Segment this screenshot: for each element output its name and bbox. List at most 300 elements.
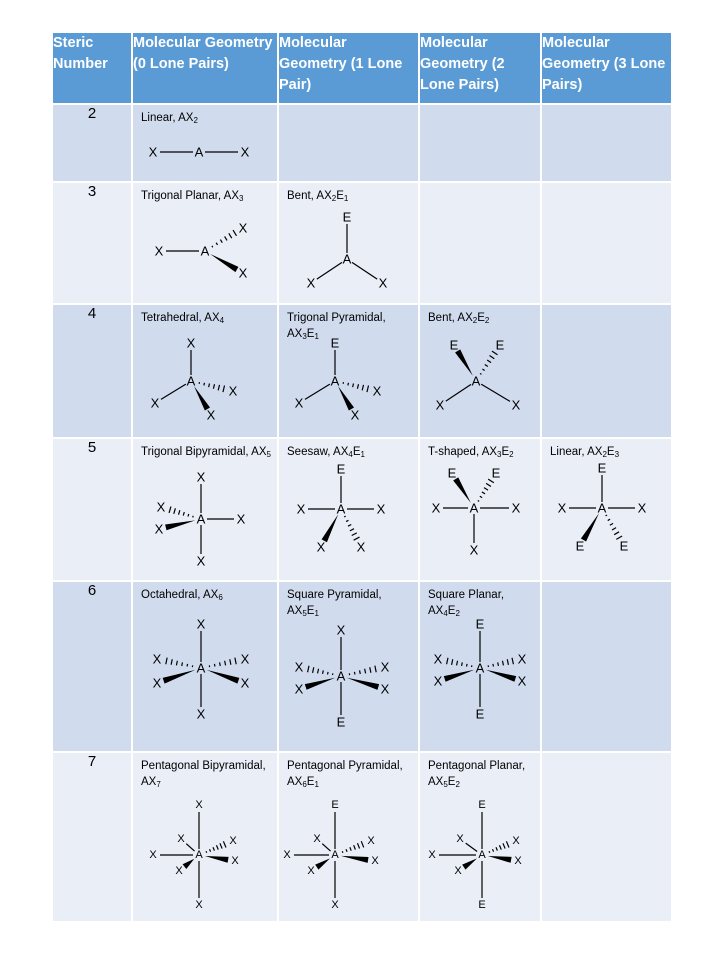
ligand-x: X xyxy=(196,469,206,485)
hashed-bond-segment xyxy=(229,233,232,238)
ligand-x: X xyxy=(331,898,339,911)
hashed-bond-segment xyxy=(512,658,513,665)
wedge-bond xyxy=(444,670,474,682)
geometry-cell-content xyxy=(133,753,277,921)
ligand-x: X xyxy=(240,651,250,667)
hashed-bond-segment xyxy=(503,843,505,848)
molecule xyxy=(295,623,390,730)
ligand-x: X xyxy=(229,834,237,847)
formula-part: E xyxy=(447,775,456,788)
geometry-name: Square Pyramidal, AX xyxy=(287,589,382,618)
header-row xyxy=(52,32,672,104)
formula-subscript: 3 xyxy=(614,449,620,459)
geometry-cell xyxy=(132,438,278,581)
hashed-bond-segment xyxy=(218,385,219,391)
table-row xyxy=(52,581,672,751)
wedge-bond xyxy=(455,350,473,376)
geometry-name: Linear, AX xyxy=(141,112,194,124)
geometry-name: Octahedral, AX xyxy=(141,589,219,602)
molecule xyxy=(155,221,248,281)
bond xyxy=(466,843,477,851)
steric-number-cell: 4 xyxy=(52,304,132,437)
empty-cell xyxy=(541,304,672,437)
geometry-label xyxy=(428,444,536,460)
central-atom-a: A xyxy=(336,501,346,517)
lone-pair-e: E xyxy=(475,616,485,632)
formula-part: E xyxy=(352,445,361,458)
ligand-x: X xyxy=(371,854,379,867)
ligand-x: X xyxy=(350,407,360,423)
hashed-bond-segment xyxy=(188,514,189,517)
empty-cell xyxy=(541,182,672,304)
lone-pair-e: E xyxy=(619,538,629,554)
lone-pair-e: E xyxy=(597,460,607,476)
hashed-bond-segment xyxy=(352,533,357,536)
wedge-bond xyxy=(581,513,599,541)
ligand-x: X xyxy=(236,511,246,527)
formula-subscript: 6 xyxy=(218,593,223,603)
bond xyxy=(322,843,330,850)
geometry-cell-content xyxy=(420,305,540,436)
geometry-name: Seesaw, AX xyxy=(287,445,349,458)
ligand-x: X xyxy=(196,616,206,632)
wedge-bond xyxy=(183,858,195,868)
molecule-diagram xyxy=(285,207,405,297)
hashed-bond-segment xyxy=(214,664,215,667)
geometry-cell xyxy=(278,752,419,922)
header-geometry-0-lone-pairs: Molecular Geometry (0 Lone Pairs) xyxy=(132,32,278,104)
empty-cell xyxy=(419,104,541,182)
ligand-x: X xyxy=(296,501,306,517)
hashed-bond-segment xyxy=(370,667,371,673)
geometry-name: T-shaped, AX xyxy=(428,445,498,458)
formula-subscript: 2 xyxy=(509,449,514,459)
steric-number-cell: 6 xyxy=(52,581,132,751)
hashed-bond-segment xyxy=(225,661,226,666)
molecule-diagram xyxy=(139,213,259,293)
wedge-bond xyxy=(210,254,238,272)
geometry-cell-content xyxy=(133,582,277,750)
formula-subscript: 4 xyxy=(219,316,225,326)
geometry-label xyxy=(428,310,536,326)
molecule xyxy=(307,210,388,291)
hashed-bond-segment xyxy=(166,658,167,665)
lone-pair-e: E xyxy=(330,335,340,351)
lone-pair-e: E xyxy=(575,538,585,554)
ligand-x: X xyxy=(240,144,250,160)
molecule-diagram xyxy=(426,331,536,431)
geometry-name: Trigonal Bipyramidal, AX xyxy=(141,445,267,458)
geometry-cell-content xyxy=(420,582,540,750)
geometry-cell xyxy=(132,752,278,922)
hashed-bond-segment xyxy=(493,849,494,851)
ligand-x: X xyxy=(514,854,522,867)
formula-subscript: 2 xyxy=(331,194,337,204)
ligand-x: X xyxy=(336,622,346,638)
formula-subscript: 6 xyxy=(302,779,307,789)
central-atom-a: A xyxy=(342,251,352,267)
geometry-cell-content xyxy=(420,753,540,921)
molecule xyxy=(149,145,250,160)
ligand-x: X xyxy=(380,659,390,675)
lone-pair-e: E xyxy=(336,714,346,730)
ligand-x: X xyxy=(156,499,166,515)
hashed-bond-segment xyxy=(308,666,309,673)
wedge-bond xyxy=(205,856,229,863)
table-row xyxy=(52,304,672,437)
hashed-bond-segment xyxy=(212,246,213,247)
hashed-bond-segment xyxy=(209,384,210,388)
hashed-bond-segment xyxy=(365,669,366,674)
wedge-bond xyxy=(462,858,477,869)
header-geometry-2-lone-pairs: Molecular Geometry (2 Lone Pairs) xyxy=(419,32,541,104)
geometry-label xyxy=(287,587,414,619)
hashed-bond-segment xyxy=(348,383,349,386)
ligand-x: X xyxy=(637,500,647,516)
formula-subscript: 5 xyxy=(443,779,448,789)
molecule xyxy=(558,460,647,553)
ligand-x: X xyxy=(431,500,441,516)
molecule xyxy=(432,465,521,557)
molecule-diagram xyxy=(285,459,405,569)
hashed-bond-segment xyxy=(487,360,491,363)
geometry-name: Trigonal Planar, AX xyxy=(141,190,240,203)
table-row xyxy=(52,104,672,182)
geometry-label xyxy=(428,587,536,619)
hashed-bond-segment xyxy=(350,847,351,850)
ligand-x: X xyxy=(238,220,248,236)
geometry-name: Trigonal Pyramidal, AX xyxy=(287,312,386,341)
ligand-x: X xyxy=(316,539,326,555)
formula-part: E xyxy=(336,190,344,203)
ligand-x: X xyxy=(378,275,388,291)
geometry-label xyxy=(141,110,273,126)
hashed-bond-segment xyxy=(467,664,468,667)
hashed-bond-segment xyxy=(318,669,319,674)
central-atom-a: A xyxy=(330,373,340,389)
hashed-bond-segment xyxy=(361,841,363,847)
ligand-x: X xyxy=(196,706,206,722)
molecule-diagram xyxy=(426,618,546,748)
header-steric-number: Steric Number xyxy=(52,32,132,104)
ligand-x: X xyxy=(511,500,521,516)
table-row xyxy=(52,182,672,304)
hashed-bond-segment xyxy=(204,383,205,386)
hashed-bond-segment xyxy=(216,845,218,849)
ligand-x: X xyxy=(356,539,366,555)
central-atom-a: A xyxy=(195,848,203,861)
ligand-x: X xyxy=(367,834,375,847)
geometry-cell-content xyxy=(542,439,671,580)
geometry-cell xyxy=(541,438,672,581)
table-row xyxy=(52,438,672,581)
formula-subscript: 2 xyxy=(484,316,490,326)
hashed-bond-segment xyxy=(182,662,183,666)
ligand-x: X xyxy=(294,681,304,697)
lone-pair-e: E xyxy=(336,461,346,477)
hashed-bond-segment xyxy=(362,385,363,391)
ligand-x: X xyxy=(456,832,464,845)
hashed-bond-segment xyxy=(608,519,610,520)
steric-number-cell: 3 xyxy=(52,182,132,304)
hashed-bond-segment xyxy=(452,659,453,665)
hashed-bond-segment xyxy=(225,237,227,241)
ligand-x: X xyxy=(557,500,567,516)
wedge-bond xyxy=(322,514,339,542)
wedge-bond xyxy=(315,858,330,869)
lone-pair-e: E xyxy=(449,337,459,353)
ligand-x: X xyxy=(175,864,183,877)
wedge-bond xyxy=(486,670,516,682)
central-atom-a: A xyxy=(194,144,204,160)
molecule-diagram xyxy=(139,127,259,177)
ligand-x: X xyxy=(150,395,160,411)
hashed-bond-segment xyxy=(367,386,369,393)
central-atom-a: A xyxy=(200,243,210,259)
formula-subscript: 1 xyxy=(360,449,365,459)
hashed-bond-segment xyxy=(223,841,226,847)
ligand-x: X xyxy=(306,275,316,291)
molecule xyxy=(151,336,238,423)
hashed-bond-segment xyxy=(220,240,222,243)
ligand-x: X xyxy=(206,407,216,423)
empty-cell xyxy=(541,581,672,751)
hashed-bond-segment xyxy=(482,369,484,370)
header-geometry-1-lone-pair: Molecular Geometry (1 Lone Pair) xyxy=(278,32,419,104)
formula-part: E xyxy=(306,605,315,618)
ligand-x: X xyxy=(152,651,162,667)
central-atom-a: A xyxy=(186,373,196,389)
molecule-diagram xyxy=(426,459,536,569)
lone-pair-e: E xyxy=(491,465,501,481)
geometry-cell xyxy=(278,182,419,304)
molecule-diagram xyxy=(139,795,269,915)
hashed-bond-segment xyxy=(357,385,358,390)
geometry-cell xyxy=(132,581,278,751)
hashed-bond-segment xyxy=(480,496,482,497)
empty-cell xyxy=(278,104,419,182)
geometry-cell-content xyxy=(279,753,418,921)
geometry-label xyxy=(428,758,536,790)
central-atom-a: A xyxy=(597,500,607,516)
lone-pair-e: E xyxy=(331,798,339,811)
hashed-bond-segment xyxy=(220,843,222,848)
hashed-bond-segment xyxy=(357,843,359,848)
geometry-cell xyxy=(419,438,541,581)
ligand-x: X xyxy=(149,848,157,861)
hashed-bond-segment xyxy=(328,672,329,675)
ligand-x: X xyxy=(454,864,462,877)
ligand-x: X xyxy=(154,521,164,537)
hashed-bond-segment xyxy=(187,664,188,667)
hashed-bond-segment xyxy=(346,520,348,521)
formula-subscript: 2 xyxy=(472,316,478,326)
formula-part: E xyxy=(501,445,510,458)
molecule xyxy=(153,617,250,722)
hashed-bond-segment xyxy=(179,510,180,515)
hashed-bond-segment xyxy=(171,659,172,665)
formula-subscript: 2 xyxy=(602,449,607,459)
bond xyxy=(317,263,342,280)
geometry-cell-content xyxy=(133,439,277,580)
ligand-x: X xyxy=(376,501,386,517)
steric-number-cell: 2 xyxy=(52,104,132,182)
geometry-label xyxy=(141,758,273,790)
geometry-cell-content xyxy=(133,305,277,436)
ligand-x: X xyxy=(195,798,203,811)
bond xyxy=(446,385,471,402)
wedge-bond xyxy=(305,678,335,690)
central-atom-a: A xyxy=(336,668,346,684)
central-atom-a: A xyxy=(331,848,339,861)
formula-subscript: 3 xyxy=(497,449,502,459)
ligand-x: X xyxy=(186,335,196,351)
formula-part: E xyxy=(306,328,315,341)
lone-pair-e: E xyxy=(495,337,505,353)
molecule-diagram xyxy=(285,618,415,748)
steric-number-cell: 5 xyxy=(52,438,132,581)
molecule xyxy=(283,799,379,911)
ligand-x: X xyxy=(294,395,304,411)
ligand-x: X xyxy=(195,898,203,911)
hashed-bond-segment xyxy=(493,664,494,667)
hashed-bond-segment xyxy=(348,524,351,526)
hashed-bond-segment xyxy=(183,512,184,516)
molecule-diagram xyxy=(285,331,405,431)
hashed-bond-segment xyxy=(489,851,490,853)
hashed-bond-segment xyxy=(216,243,217,245)
molecule-diagram xyxy=(426,795,546,915)
formula-part: E xyxy=(606,445,615,458)
hashed-bond-segment xyxy=(354,672,355,675)
molecule-diagram xyxy=(139,467,259,577)
formula-subscript: 3 xyxy=(302,332,307,342)
geometry-label xyxy=(550,444,667,460)
ligand-x: X xyxy=(240,675,250,691)
ligand-x: X xyxy=(152,675,162,691)
ligand-x: X xyxy=(511,397,521,413)
table-row xyxy=(52,752,672,922)
hashed-bond-segment xyxy=(350,528,354,530)
ligand-x: X xyxy=(196,553,206,569)
geometry-name: Linear, AX xyxy=(550,445,603,458)
central-atom-a: A xyxy=(478,848,486,861)
bond xyxy=(305,385,330,400)
hashed-bond-segment xyxy=(354,845,356,849)
hashed-bond-segment xyxy=(447,658,448,665)
formula-subscript: 4 xyxy=(348,449,353,459)
hashed-bond-segment xyxy=(174,508,176,513)
bond xyxy=(186,843,194,850)
central-atom-a: A xyxy=(196,511,206,527)
geometry-name: Pentagonal Planar, AX xyxy=(428,759,526,788)
header-geometry-3-lone-pairs: Molecular Geometry (3 Lone Pairs) xyxy=(541,32,672,104)
hashed-bond-segment xyxy=(499,845,501,849)
formula-subscript: 4 xyxy=(443,609,448,619)
hashed-bond-segment xyxy=(482,492,485,494)
geometry-cell xyxy=(419,752,541,922)
bond xyxy=(161,385,186,400)
geometry-cell-content xyxy=(279,582,418,750)
ligand-x: X xyxy=(512,834,520,847)
geometry-cell-content xyxy=(279,305,418,436)
ligand-x: X xyxy=(435,397,445,413)
geometry-label xyxy=(141,310,273,326)
wedge-bond xyxy=(207,670,240,684)
hashed-bond-segment xyxy=(490,356,495,359)
geometry-label xyxy=(287,758,414,790)
formula-subscript: 1 xyxy=(314,779,319,789)
ligand-x: X xyxy=(154,243,164,259)
ligand-x: X xyxy=(428,848,436,861)
formula-subscript: 1 xyxy=(314,609,319,619)
geometry-name: Tetrahedral, AX xyxy=(141,312,220,325)
central-atom-a: A xyxy=(469,500,479,516)
hashed-bond-segment xyxy=(486,483,491,486)
ligand-x: X xyxy=(469,542,479,558)
geometry-cell xyxy=(278,438,419,581)
hashed-bond-segment xyxy=(235,658,236,665)
ligand-x: X xyxy=(294,659,304,675)
ligand-x: X xyxy=(313,832,321,845)
hashed-bond-segment xyxy=(206,851,207,853)
hashed-bond-segment xyxy=(353,384,354,388)
molecule-diagram xyxy=(139,331,259,431)
ligand-x: X xyxy=(148,144,158,160)
hashed-bond-segment xyxy=(360,670,361,674)
ligand-x: X xyxy=(433,673,443,689)
ligand-x: X xyxy=(433,651,443,667)
hashed-bond-segment xyxy=(176,661,177,666)
ligand-x: X xyxy=(372,383,382,399)
molecule xyxy=(295,336,382,423)
hashed-bond-segment xyxy=(496,847,497,850)
ligand-x: X xyxy=(307,864,315,877)
ligand-x: X xyxy=(238,265,248,281)
hashed-bond-segment xyxy=(346,849,347,852)
formula-subscript: 1 xyxy=(343,194,349,204)
molecule-diagram xyxy=(285,795,415,915)
bond xyxy=(352,263,377,280)
lone-pair-e: E xyxy=(475,706,485,722)
hashed-bond-segment xyxy=(502,661,503,666)
geometry-cell-content xyxy=(279,439,418,580)
geometry-label xyxy=(287,188,414,204)
hashed-bond-segment xyxy=(507,659,508,665)
hashed-bond-segment xyxy=(220,662,221,666)
lone-pair-e: E xyxy=(478,798,486,811)
molecule xyxy=(428,799,522,911)
geometry-cell xyxy=(132,104,278,182)
geometry-cell xyxy=(419,304,541,437)
hashed-bond-segment xyxy=(230,659,231,665)
geometry-name: Square Planar, AX xyxy=(428,589,505,618)
molecule xyxy=(434,617,527,722)
geometry-cell-content xyxy=(133,183,277,303)
formula-part: E xyxy=(306,775,315,788)
hashed-bond-segment xyxy=(498,662,499,666)
hashed-bond-segment xyxy=(485,365,488,367)
molecule xyxy=(297,461,386,554)
wedge-bond xyxy=(163,670,196,684)
hashed-bond-segment xyxy=(612,527,616,529)
ligand-x: X xyxy=(380,681,390,697)
hashed-bond-segment xyxy=(223,386,225,393)
geometry-cell xyxy=(419,581,541,751)
central-atom-a: A xyxy=(475,660,485,676)
geometry-label xyxy=(287,444,414,460)
empty-cell xyxy=(541,104,672,182)
